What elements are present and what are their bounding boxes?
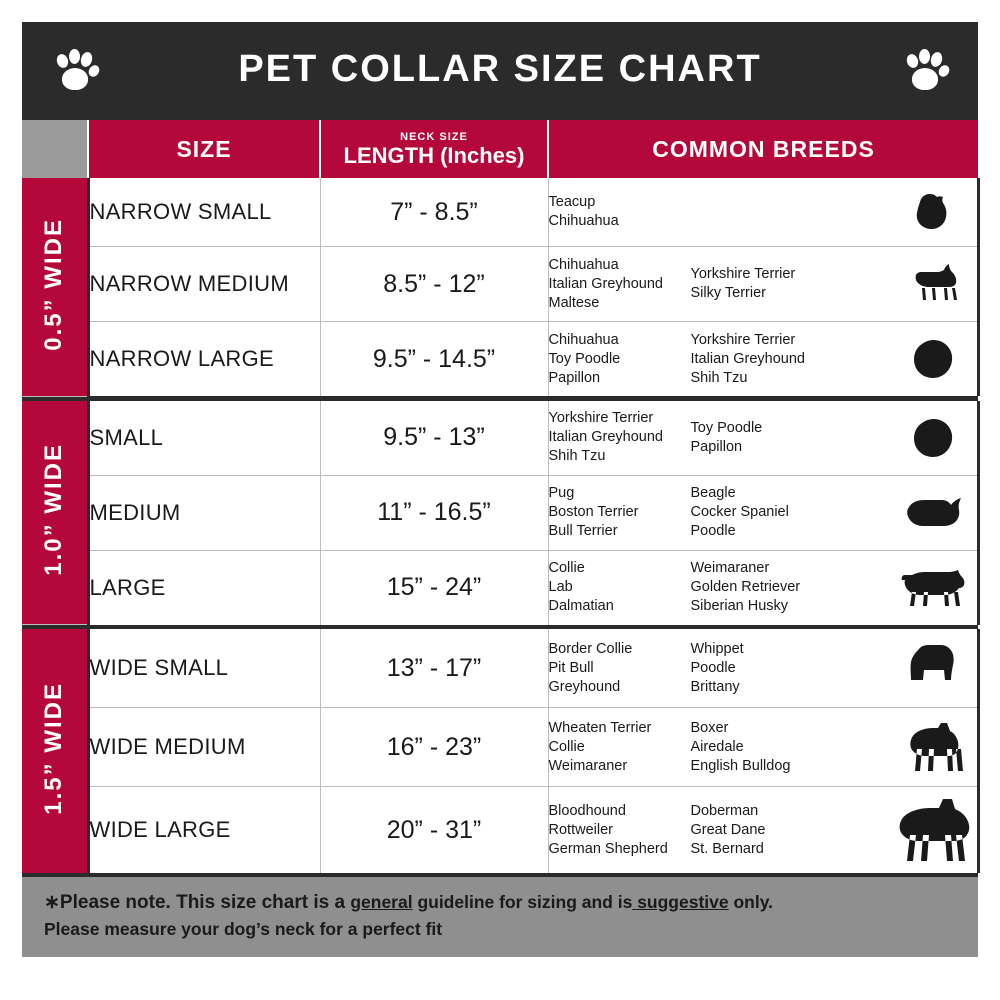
footer-line1-end: only.	[728, 892, 774, 912]
cell-size: SMALL	[88, 401, 320, 476]
chart-header	[22, 22, 978, 116]
page-title: PET COLLAR SIZE CHART	[238, 47, 762, 90]
dog-silhouette-icon	[891, 192, 977, 232]
cell-size: NARROW MEDIUM	[88, 247, 320, 322]
cell-breeds	[548, 322, 978, 397]
footer-line1-mid: guideline for sizing and is	[412, 892, 633, 912]
group-label-0-5-wide: 0.5” WIDE	[22, 178, 88, 396]
breed-list-col2: Yorkshire Terrier Italian Greyhound Shih Tzu	[690, 331, 805, 386]
footer-underline-suggestive: suggestive	[632, 892, 729, 912]
table-row	[22, 787, 978, 874]
table-row	[22, 708, 978, 787]
footer-star: ∗Please note. This size chart is a	[44, 892, 351, 913]
cell-length: 13” - 17”	[320, 629, 548, 708]
column-header-size: SIZE	[88, 120, 320, 178]
cell-breeds	[548, 708, 978, 787]
dog-silhouette-icon	[891, 495, 977, 531]
breed-list-col2: Yorkshire Terrier Silky Terrier	[690, 266, 796, 301]
size-table	[22, 116, 978, 877]
dog-silhouette-icon	[891, 417, 977, 459]
footer-line-1	[44, 889, 956, 916]
breed-list-col1: Border Collie Pit Bull Greyhound	[548, 640, 633, 695]
breed-list-col1: Chihuahua Italian Greyhound Maltese	[548, 256, 663, 311]
breed-list-col1: Bloodhound Rottweiler German Shepherd	[548, 802, 668, 857]
cell-breeds	[548, 629, 978, 708]
breed-list-col2: Whippet Poodle Brittany	[690, 640, 744, 695]
cell-length: 20” - 31”	[320, 787, 548, 874]
breed-list-col1: Yorkshire Terrier Italian Greyhound Shih Tzu	[548, 410, 663, 464]
cell-breeds	[548, 550, 978, 625]
table-header-row	[22, 120, 978, 178]
dog-silhouette-icon	[891, 721, 977, 773]
cell-breeds	[548, 787, 978, 874]
cell-length: 15” - 24”	[320, 550, 548, 625]
cell-breeds	[548, 401, 978, 476]
breed-list-col2: Boxer Airedale English Bulldog	[690, 719, 791, 774]
dog-silhouette-icon	[891, 338, 977, 380]
cell-size: WIDE MEDIUM	[88, 708, 320, 787]
breed-list-col1: Collie Lab Dalmatian	[548, 560, 614, 614]
dog-silhouette-icon	[891, 643, 977, 693]
breed-list-col2: Beagle Cocker Spaniel Poodle	[690, 485, 789, 539]
cell-length: 8.5” - 12”	[320, 247, 548, 322]
paw-icon-right	[898, 42, 952, 96]
corner-cell	[22, 120, 88, 178]
footer-note	[22, 877, 978, 957]
breed-list-col1: Wheaten Terrier Collie Weimaraner	[548, 719, 652, 774]
table-row	[22, 550, 978, 625]
dog-silhouette-icon	[891, 799, 977, 861]
breed-list-col1: Teacup Chihuahua	[548, 194, 619, 229]
dog-silhouette-icon	[891, 566, 977, 610]
breed-list-col1: Chihuahua Toy Poodle Papillon	[548, 331, 621, 386]
group-label-1-0-wide: 1.0” WIDE	[22, 401, 88, 625]
table-row	[22, 322, 978, 397]
cell-breeds	[548, 247, 978, 322]
footer-underline-general: general	[350, 892, 413, 912]
cell-breeds	[548, 178, 978, 247]
cell-length: 9.5” - 14.5”	[320, 322, 548, 397]
table-row	[22, 475, 978, 550]
breed-list-col2: Doberman Great Dane St. Bernard	[690, 802, 766, 857]
cell-breeds	[548, 475, 978, 550]
column-header-breeds: COMMON BREEDS	[548, 120, 978, 178]
table-row	[22, 247, 978, 322]
breed-list-col1: Pug Boston Terrier Bull Terrier	[548, 485, 639, 539]
cell-size: WIDE LARGE	[88, 787, 320, 874]
paw-icon-left	[48, 42, 102, 96]
breed-list-col2: Toy Poodle Papillon	[690, 419, 763, 455]
cell-size: NARROW SMALL	[88, 178, 320, 247]
table-row	[22, 629, 978, 708]
table-row	[22, 401, 978, 476]
cell-size: NARROW LARGE	[88, 322, 320, 397]
cell-length: 16” - 23”	[320, 708, 548, 787]
cell-length: 7” - 8.5”	[320, 178, 548, 247]
cell-size: LARGE	[88, 550, 320, 625]
cell-length: 11” - 16.5”	[320, 475, 548, 550]
cell-length: 9.5” - 13”	[320, 401, 548, 476]
dog-silhouette-icon	[891, 264, 977, 304]
breed-list-col2: Weimaraner Golden Retriever Siberian Husky	[690, 560, 801, 614]
column-header-length: NECK SIZE LENGTH (Inches)	[320, 120, 548, 178]
group-label-1-5-wide: 1.5” WIDE	[22, 629, 88, 873]
cell-size: MEDIUM	[88, 475, 320, 550]
footer-line-2: Please measure your dog’s neck for a perfect fit	[44, 919, 443, 939]
table-row	[22, 178, 978, 247]
cell-size: WIDE SMALL	[88, 629, 320, 708]
